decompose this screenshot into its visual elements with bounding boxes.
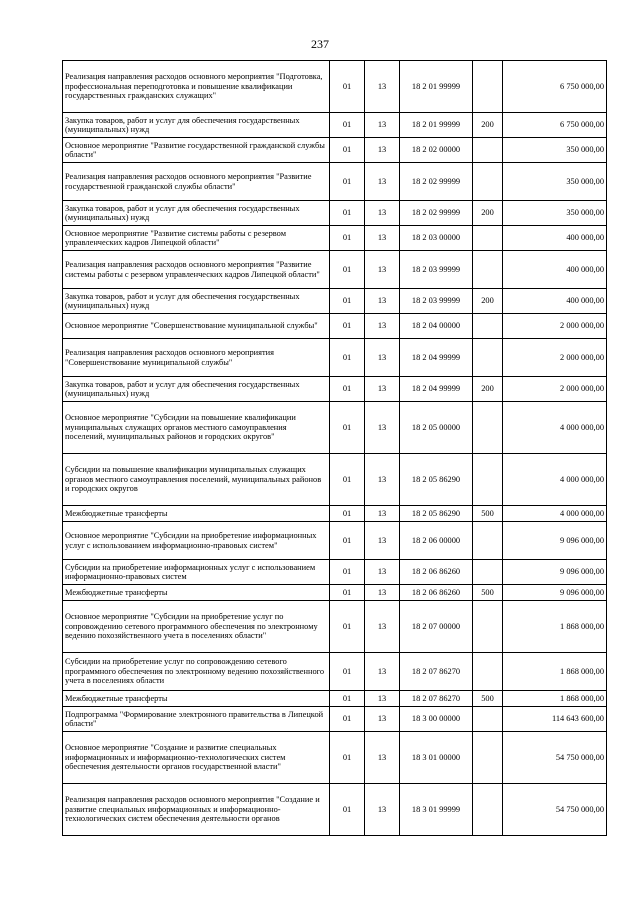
row-type-cell: [473, 163, 503, 201]
row-name-cell: Основное мероприятие "Совершенствование муниципальной службы": [63, 314, 330, 339]
row-target-cell: 18 2 07 86270: [400, 691, 473, 707]
row-name-cell: Закупка товаров, работ и услуг для обеспечения государственных (муниципальных) нужд: [63, 289, 330, 314]
row-amount-cell: 350 000,00: [503, 201, 607, 226]
row-section-cell: 01: [330, 61, 365, 113]
row-type-cell: 200: [473, 113, 503, 138]
row-target-cell: 18 2 02 99999: [400, 201, 473, 226]
row-subsection-cell: 13: [365, 732, 400, 784]
row-section-cell: 01: [330, 314, 365, 339]
table-row: [63, 707, 607, 732]
table-row: [63, 314, 607, 339]
row-type-cell: [473, 454, 503, 506]
row-target-cell: 18 2 04 99999: [400, 377, 473, 402]
row-subsection-cell: 13: [365, 691, 400, 707]
row-target-cell: 18 2 02 00000: [400, 138, 473, 163]
row-amount-cell: 2 000 000,00: [503, 377, 607, 402]
row-subsection-cell: 13: [365, 522, 400, 560]
row-type-cell: [473, 560, 503, 585]
table-row: [63, 784, 607, 836]
row-name-cell: Субсидии на повышение квалификации муниципальных служащих органов местного самоуправления поселений, муниципальных районов и городских округов: [63, 454, 330, 506]
row-name-cell: Подпрограмма "Формирование электронного правительства в Липецкой области": [63, 707, 330, 732]
row-amount-cell: 400 000,00: [503, 226, 607, 251]
row-subsection-cell: 13: [365, 163, 400, 201]
row-name-cell: Межбюджетные трансферты: [63, 506, 330, 522]
row-target-cell: 18 2 07 86270: [400, 653, 473, 691]
row-target-cell: 18 2 05 86290: [400, 454, 473, 506]
row-type-cell: 500: [473, 691, 503, 707]
row-name-cell: Закупка товаров, работ и услуг для обеспечения государственных (муниципальных) нужд: [63, 113, 330, 138]
row-subsection-cell: 13: [365, 784, 400, 836]
table-row: [63, 339, 607, 377]
row-target-cell: 18 3 01 99999: [400, 784, 473, 836]
table-row: [63, 732, 607, 784]
row-name-cell: Реализация направления расходов основного мероприятия "Развитие системы работы с резервом управленческих кадров Липецкой области": [63, 251, 330, 289]
page-number: 237: [311, 37, 329, 51]
table-row: [63, 201, 607, 226]
table-row: [63, 251, 607, 289]
row-amount-cell: 2 000 000,00: [503, 314, 607, 339]
row-type-cell: 200: [473, 201, 503, 226]
row-type-cell: 500: [473, 506, 503, 522]
table-row: [63, 163, 607, 201]
row-amount-cell: 54 750 000,00: [503, 784, 607, 836]
row-subsection-cell: 13: [365, 201, 400, 226]
row-amount-cell: 1 868 000,00: [503, 691, 607, 707]
row-amount-cell: 54 750 000,00: [503, 732, 607, 784]
table-row: [63, 454, 607, 506]
row-name-cell: Реализация направления расходов основного мероприятия "Совершенствование муниципальной службы": [63, 339, 330, 377]
row-subsection-cell: 13: [365, 653, 400, 691]
row-name-cell: Основное мероприятие "Субсидии на приобретение услуг по сопровождению сетевого программного обеспечения по электронному ведению похозяйственного учета в поселениях области": [63, 601, 330, 653]
row-amount-cell: 400 000,00: [503, 251, 607, 289]
row-name-cell: Межбюджетные трансферты: [63, 691, 330, 707]
table-row: [63, 138, 607, 163]
table-row: [63, 289, 607, 314]
row-subsection-cell: 13: [365, 601, 400, 653]
row-subsection-cell: 13: [365, 402, 400, 454]
row-target-cell: 18 2 03 00000: [400, 226, 473, 251]
row-section-cell: 01: [330, 201, 365, 226]
row-section-cell: 01: [330, 454, 365, 506]
table-row: [63, 61, 607, 113]
row-name-cell: Реализация направления расходов основного мероприятия "Создание и развитие специальных информационных и информационно-технологических систем обеспечения деятельности органов: [63, 784, 330, 836]
row-amount-cell: 9 096 000,00: [503, 522, 607, 560]
row-section-cell: 01: [330, 506, 365, 522]
row-amount-cell: 4 000 000,00: [503, 454, 607, 506]
budget-table: [62, 60, 607, 836]
row-type-cell: [473, 707, 503, 732]
row-amount-cell: 9 096 000,00: [503, 585, 607, 601]
row-subsection-cell: 13: [365, 377, 400, 402]
row-name-cell: Основное мероприятие "Развитие системы работы с резервом управленческих кадров Липецкой области": [63, 226, 330, 251]
row-type-cell: [473, 226, 503, 251]
row-amount-cell: 2 000 000,00: [503, 339, 607, 377]
row-type-cell: [473, 601, 503, 653]
row-section-cell: 01: [330, 601, 365, 653]
table-row: [63, 653, 607, 691]
row-name-cell: Реализация направления расходов основного мероприятия "Развитие государственной гражданской службы области": [63, 163, 330, 201]
row-amount-cell: 1 868 000,00: [503, 653, 607, 691]
row-name-cell: Межбюджетные трансферты: [63, 585, 330, 601]
row-name-cell: Закупка товаров, работ и услуг для обеспечения государственных (муниципальных) нужд: [63, 377, 330, 402]
row-name-cell: Реализация направления расходов основного мероприятия "Подготовка, профессиональная переподготовка и повышение квалификации государственных гражданских служащих": [63, 61, 330, 113]
row-type-cell: [473, 522, 503, 560]
row-section-cell: 01: [330, 138, 365, 163]
row-subsection-cell: 13: [365, 61, 400, 113]
row-target-cell: 18 2 06 00000: [400, 522, 473, 560]
row-target-cell: 18 3 00 00000: [400, 707, 473, 732]
row-amount-cell: 6 750 000,00: [503, 61, 607, 113]
row-type-cell: 500: [473, 585, 503, 601]
row-name-cell: Закупка товаров, работ и услуг для обеспечения государственных (муниципальных) нужд: [63, 201, 330, 226]
row-type-cell: [473, 402, 503, 454]
row-target-cell: 18 2 07 00000: [400, 601, 473, 653]
row-type-cell: [473, 653, 503, 691]
table-row: [63, 226, 607, 251]
row-type-cell: 200: [473, 289, 503, 314]
row-subsection-cell: 13: [365, 314, 400, 339]
row-section-cell: 01: [330, 402, 365, 454]
row-name-cell: Основное мероприятие "Субсидии на повышение квалификации муниципальных служащих органов местного самоуправления поселений, муниципальных районов и городских округов": [63, 402, 330, 454]
table-row: [63, 522, 607, 560]
row-target-cell: 18 2 06 86260: [400, 560, 473, 585]
row-target-cell: 18 2 01 99999: [400, 61, 473, 113]
row-target-cell: 18 2 03 99999: [400, 251, 473, 289]
row-type-cell: [473, 61, 503, 113]
row-target-cell: 18 3 01 00000: [400, 732, 473, 784]
table-row: [63, 691, 607, 707]
row-section-cell: 01: [330, 163, 365, 201]
row-target-cell: 18 2 04 99999: [400, 339, 473, 377]
row-type-cell: [473, 732, 503, 784]
table-row: [63, 506, 607, 522]
row-subsection-cell: 13: [365, 339, 400, 377]
row-amount-cell: 1 868 000,00: [503, 601, 607, 653]
table-row: [63, 601, 607, 653]
row-section-cell: 01: [330, 289, 365, 314]
row-amount-cell: 9 096 000,00: [503, 560, 607, 585]
row-amount-cell: 6 750 000,00: [503, 113, 607, 138]
row-section-cell: 01: [330, 585, 365, 601]
table-row: [63, 377, 607, 402]
row-subsection-cell: 13: [365, 454, 400, 506]
table-row: [63, 585, 607, 601]
row-name-cell: Основное мероприятие "Создание и развитие специальных информационных и информационно-технологических систем обеспечения деятельности органов государственной власти": [63, 732, 330, 784]
row-subsection-cell: 13: [365, 289, 400, 314]
row-target-cell: 18 2 01 99999: [400, 113, 473, 138]
row-name-cell: Основное мероприятие "Субсидии на приобретение информационных услуг с использованием информационно-правовых систем": [63, 522, 330, 560]
row-amount-cell: 4 000 000,00: [503, 506, 607, 522]
row-section-cell: 01: [330, 653, 365, 691]
row-target-cell: 18 2 06 86260: [400, 585, 473, 601]
row-type-cell: 200: [473, 377, 503, 402]
row-section-cell: 01: [330, 339, 365, 377]
row-section-cell: 01: [330, 522, 365, 560]
row-type-cell: [473, 138, 503, 163]
table-row: [63, 560, 607, 585]
row-section-cell: 01: [330, 226, 365, 251]
row-name-cell: Основное мероприятие "Развитие государственной гражданской службы области": [63, 138, 330, 163]
row-section-cell: 01: [330, 784, 365, 836]
row-subsection-cell: 13: [365, 506, 400, 522]
row-amount-cell: 350 000,00: [503, 138, 607, 163]
table-row: [63, 402, 607, 454]
row-amount-cell: 114 643 600,00: [503, 707, 607, 732]
row-target-cell: 18 2 05 00000: [400, 402, 473, 454]
row-type-cell: [473, 339, 503, 377]
row-section-cell: 01: [330, 251, 365, 289]
row-target-cell: 18 2 02 99999: [400, 163, 473, 201]
row-subsection-cell: 13: [365, 113, 400, 138]
row-subsection-cell: 13: [365, 226, 400, 251]
row-section-cell: 01: [330, 691, 365, 707]
row-subsection-cell: 13: [365, 585, 400, 601]
row-type-cell: [473, 784, 503, 836]
row-amount-cell: 350 000,00: [503, 163, 607, 201]
row-section-cell: 01: [330, 377, 365, 402]
row-target-cell: 18 2 03 99999: [400, 289, 473, 314]
table-row: [63, 113, 607, 138]
row-section-cell: 01: [330, 707, 365, 732]
row-subsection-cell: 13: [365, 138, 400, 163]
row-subsection-cell: 13: [365, 707, 400, 732]
row-target-cell: 18 2 05 86290: [400, 506, 473, 522]
row-amount-cell: 4 000 000,00: [503, 402, 607, 454]
row-type-cell: [473, 251, 503, 289]
row-type-cell: [473, 314, 503, 339]
row-name-cell: Субсидии на приобретение информационных услуг с использованием информационно-правовых систем: [63, 560, 330, 585]
row-name-cell: Субсидии на приобретение услуг по сопровождению сетевого программного обеспечения по электронному ведению похозяйственного учета в поселениях области: [63, 653, 330, 691]
row-target-cell: 18 2 04 00000: [400, 314, 473, 339]
row-section-cell: 01: [330, 732, 365, 784]
budget-table-body: [63, 61, 607, 836]
row-section-cell: 01: [330, 560, 365, 585]
row-subsection-cell: 13: [365, 251, 400, 289]
row-subsection-cell: 13: [365, 560, 400, 585]
row-section-cell: 01: [330, 113, 365, 138]
row-amount-cell: 400 000,00: [503, 289, 607, 314]
